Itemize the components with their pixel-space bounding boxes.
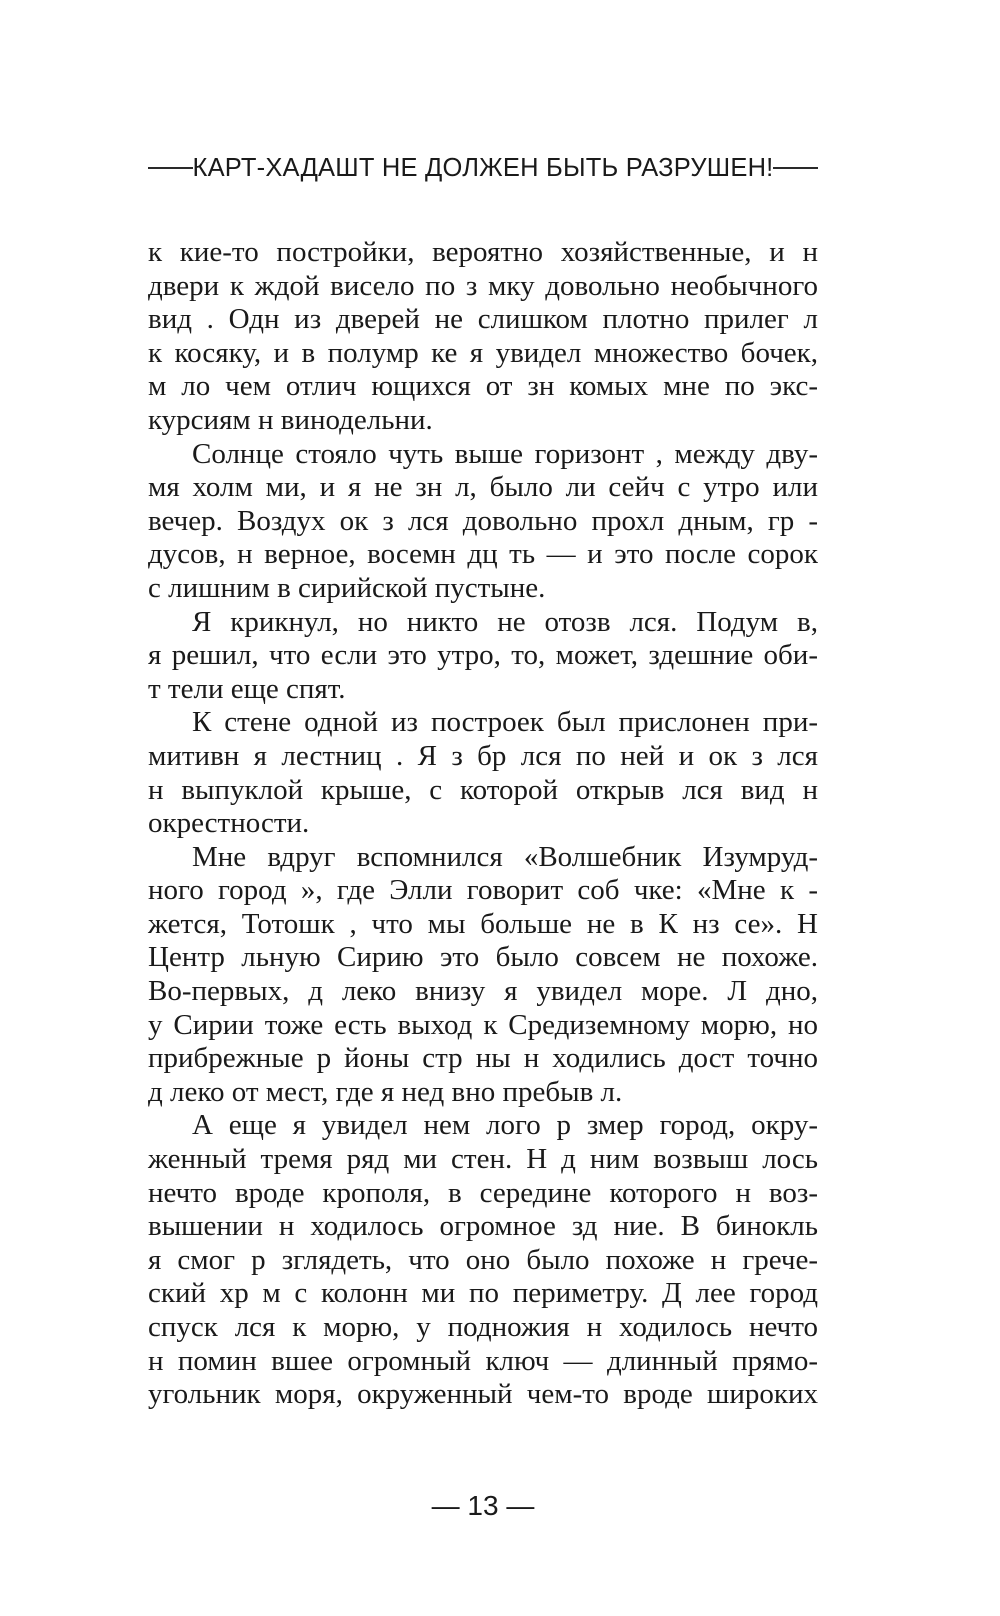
text-line: спуск лся к морю, у подножия н ходилось нечто	[148, 1311, 818, 1343]
text-line: вид . Одн из дверей не слишком плотно прилег л	[148, 303, 818, 336]
header-rule-right	[773, 167, 818, 169]
text-line: Мне вдруг вспомнился «Волшебник Изумруд-	[192, 840, 818, 873]
text-line: женный тремя ряд ми стен. Н д ним возвыш лось	[148, 1143, 818, 1176]
text-line: н выпуклой крыше, с которой открыв лся вид н	[148, 773, 818, 806]
text-line: у Сирии тоже есть выход к Средиземному морю, но	[148, 1008, 818, 1041]
running-title: КАРТ-ХАДАШТ НЕ ДОЛЖЕН БЫТЬ РАЗРУШЕН!	[192, 153, 774, 182]
text-line: ного город », где Элли говорит соб чке: «Мне к -	[148, 874, 818, 907]
text-line: А еще я увидел нем лого р змер город, окру-	[192, 1109, 818, 1142]
text-line: курсиям н винодельни.	[148, 403, 433, 436]
text-line: прибрежные р йоны стр ны н ходились дост точно	[148, 1042, 818, 1075]
text-line: Я крикнул, но никто не отозв лся. Подум в,	[192, 605, 818, 638]
text-line: т тели еще спят.	[148, 672, 346, 705]
text-line: с лишним в сирийской пустыне.	[148, 571, 546, 604]
text-line: окрестности.	[148, 807, 310, 840]
text-line: к косяку, и в полумр ке я увидел множество бочек,	[148, 336, 818, 369]
text-line: К стене одной из построек был прислонен при-	[192, 706, 818, 739]
text-line: угольник моря, окруженный чем-то вроде широких	[148, 1378, 818, 1411]
text-line: м ло чем отлич ющихся от зн комых мне по экс-	[148, 370, 818, 403]
text-line: жется, Тотошк , что мы больше не в К нз се». Н	[148, 907, 818, 940]
text-line: вечер. Воздух ок з лся довольно прохл дным, гр -	[148, 504, 818, 537]
text-line: митивн я лестниц . Я з бр лся по ней и ок з лся	[148, 739, 818, 772]
body-text	[148, 236, 818, 1412]
running-head	[148, 150, 818, 186]
page-number: — 13 —	[431, 1490, 535, 1521]
text-line: н помин вшее огромный ключ — длинный прямо-	[148, 1344, 818, 1377]
text-line: вышении н ходилось огромное зд ние. В бинокль	[148, 1210, 818, 1243]
text-line: я смог р зглядеть, что оно было похоже н грече-	[148, 1243, 818, 1276]
text-line: дусов, н верное, восемн дц ть — и это после сорок	[148, 538, 818, 571]
text-line: Во-первых, д леко внизу я увидел море. Л дно,	[148, 975, 818, 1008]
text-line: д леко от мест, где я нед вно пребыв л.	[148, 1075, 623, 1108]
text-line: я решил, что если это утро, то, может, здешние оби-	[148, 639, 818, 672]
text-line: ский хр м с колонн ми по периметру. Д лее город	[148, 1277, 818, 1310]
header-rule-left	[148, 167, 193, 169]
text-line: двери к ждой висело по з мку довольно необычного	[148, 269, 818, 302]
text-line: к кие-то постройки, вероятно хозяйственные, и н	[148, 236, 818, 268]
text-line: нечто вроде крополя, в середине которого н воз-	[148, 1176, 818, 1209]
text-line: Солнце стояло чуть выше горизонт , между дву-	[192, 437, 818, 470]
text-line: Центр льную Сирию это было совсем не похоже.	[148, 941, 818, 974]
text-line: мя холм ми, и я не зн л, было ли сейч с утро или	[148, 471, 818, 504]
